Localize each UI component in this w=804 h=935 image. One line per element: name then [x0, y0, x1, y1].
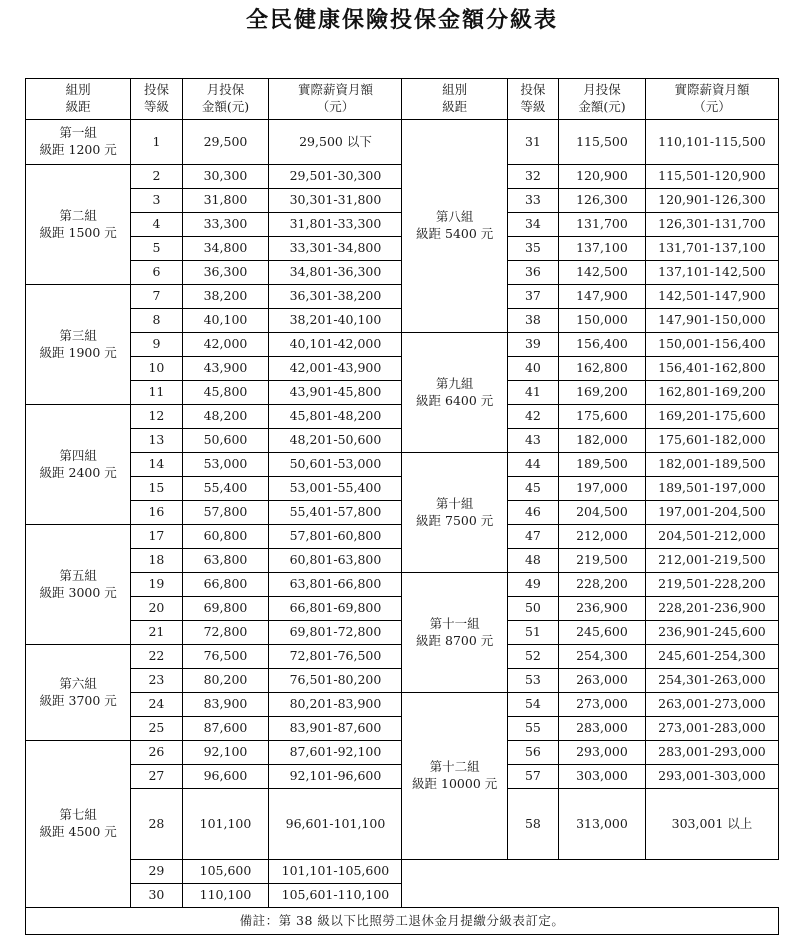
amount-cell-right: 126,300	[558, 189, 645, 213]
group-label-cell-right	[402, 573, 507, 693]
level-cell-right: 51	[507, 621, 558, 645]
salary-range-cell-left: 80,201-83,900	[269, 693, 402, 717]
salary-range-cell-right: 126,301-131,700	[645, 213, 778, 237]
amount-cell-left: 72,800	[182, 621, 269, 645]
amount-cell-left: 96,600	[182, 765, 269, 789]
level-cell-left: 17	[131, 525, 182, 549]
group-name: 第四組	[59, 447, 97, 463]
amount-cell-left: 48,200	[182, 405, 269, 429]
header-level-line1: 投保	[520, 82, 546, 98]
table-row	[26, 884, 779, 908]
group-step: 級距 1200 元	[39, 142, 117, 157]
level-cell-right: 32	[507, 165, 558, 189]
group-label-cell-left	[26, 645, 131, 741]
amount-cell-left: 63,800	[182, 549, 269, 573]
level-cell-right: 52	[507, 645, 558, 669]
level-cell-left: 5	[131, 237, 182, 261]
level-cell-left: 1	[131, 120, 182, 165]
level-cell-right: 43	[507, 429, 558, 453]
amount-cell-right: 150,000	[558, 309, 645, 333]
salary-range-cell-left: 53,001-55,400	[269, 477, 402, 501]
salary-range-cell-left: 50,601-53,000	[269, 453, 402, 477]
level-cell-right: 49	[507, 573, 558, 597]
table-note: 備註：第 38 級以下比照勞工退休金月提繳分級表訂定。	[26, 908, 779, 935]
salary-range-cell-right: 263,001-273,000	[645, 693, 778, 717]
amount-cell-right: 313,000	[558, 789, 645, 860]
salary-range-cell-left: 76,501-80,200	[269, 669, 402, 693]
salary-range-cell-right: 150,001-156,400	[645, 333, 778, 357]
level-cell-left: 7	[131, 285, 182, 309]
amount-cell-left: 80,200	[182, 669, 269, 693]
group-name: 第一組	[59, 125, 97, 141]
salary-range-cell-right: 283,001-293,000	[645, 741, 778, 765]
level-cell-right: 34	[507, 213, 558, 237]
group-label-cell-left	[26, 525, 131, 645]
empty-cell-right	[402, 860, 507, 884]
grading-table-container	[25, 78, 779, 935]
salary-range-cell-left: 87,601-92,100	[269, 741, 402, 765]
amount-cell-right: 162,800	[558, 357, 645, 381]
amount-cell-left: 69,800	[182, 597, 269, 621]
group-step: 級距 1900 元	[39, 344, 117, 360]
group-name: 第六組	[59, 675, 97, 691]
amount-cell-left: 53,000	[182, 453, 269, 477]
level-cell-left: 12	[131, 405, 182, 429]
salary-range-cell-left: 42,001-43,900	[269, 357, 402, 381]
level-cell-right: 42	[507, 405, 558, 429]
header-amount-line1: 月投保	[583, 82, 621, 98]
header-group-line1: 組別	[442, 82, 468, 98]
group-step: 級距 8700 元	[416, 632, 494, 648]
group-label-cell-right	[402, 333, 507, 453]
group-step: 級距 3700 元	[39, 692, 117, 708]
group-step: 級距 2400 元	[39, 464, 117, 480]
header-level-line2: 等級	[520, 99, 546, 114]
group-name: 第二組	[59, 207, 97, 223]
header-group-left	[26, 79, 131, 120]
header-salary-line1: 實際薪資月額	[297, 82, 373, 98]
level-cell-left: 9	[131, 333, 182, 357]
level-cell-right: 33	[507, 189, 558, 213]
salary-range-cell-left: 55,401-57,800	[269, 501, 402, 525]
amount-cell-right: 189,500	[558, 453, 645, 477]
amount-cell-left: 45,800	[182, 381, 269, 405]
level-cell-right: 45	[507, 477, 558, 501]
level-cell-right: 41	[507, 381, 558, 405]
header-level-right	[507, 79, 558, 120]
level-cell-right: 46	[507, 501, 558, 525]
header-salary-right	[645, 79, 778, 120]
level-cell-left: 20	[131, 597, 182, 621]
salary-range-cell-right: 293,001-303,000	[645, 765, 778, 789]
salary-range-cell-right: 197,001-204,500	[645, 501, 778, 525]
amount-cell-right: 156,400	[558, 333, 645, 357]
header-group-line2: 級距	[65, 99, 91, 114]
level-cell-left: 24	[131, 693, 182, 717]
level-cell-left: 4	[131, 213, 182, 237]
salary-range-cell-left: 36,301-38,200	[269, 285, 402, 309]
level-cell-left: 28	[131, 789, 182, 860]
empty-cell-right	[507, 884, 558, 908]
amount-cell-right: 303,000	[558, 765, 645, 789]
level-cell-right: 50	[507, 597, 558, 621]
amount-cell-right: 131,700	[558, 213, 645, 237]
salary-range-cell-right: 254,301-263,000	[645, 669, 778, 693]
level-cell-left: 13	[131, 429, 182, 453]
salary-range-cell-left: 96,601-101,100	[269, 789, 402, 860]
level-cell-right: 54	[507, 693, 558, 717]
header-salary-line2: （元）	[316, 99, 355, 114]
amount-cell-left: 87,600	[182, 717, 269, 741]
amount-cell-left: 36,300	[182, 261, 269, 285]
salary-range-cell-right: 169,201-175,600	[645, 405, 778, 429]
salary-range-cell-right: 219,501-228,200	[645, 573, 778, 597]
group-label-cell-right	[402, 453, 507, 573]
salary-range-cell-left: 48,201-50,600	[269, 429, 402, 453]
table-row	[26, 693, 779, 717]
level-cell-left: 15	[131, 477, 182, 501]
empty-cell-right	[558, 884, 645, 908]
group-name: 第十二組	[429, 759, 480, 775]
table-body	[26, 120, 779, 908]
amount-cell-right: 228,200	[558, 573, 645, 597]
level-cell-left: 19	[131, 573, 182, 597]
level-cell-left: 10	[131, 357, 182, 381]
header-amount-line2: 金額(元)	[578, 99, 626, 114]
salary-range-cell-left: 38,201-40,100	[269, 309, 402, 333]
salary-range-cell-right: 137,101-142,500	[645, 261, 778, 285]
amount-cell-left: 30,300	[182, 165, 269, 189]
amount-cell-right: 147,900	[558, 285, 645, 309]
salary-range-cell-left: 29,500 以下	[269, 120, 402, 165]
amount-cell-left: 38,200	[182, 285, 269, 309]
group-label-cell-right	[402, 120, 507, 333]
level-cell-right: 58	[507, 789, 558, 860]
level-cell-right: 35	[507, 237, 558, 261]
amount-cell-left: 105,600	[182, 860, 269, 884]
table-header	[26, 79, 779, 120]
group-step: 級距 1500 元	[39, 224, 117, 240]
group-label-cell-left	[26, 285, 131, 405]
level-cell-right: 37	[507, 285, 558, 309]
level-cell-right: 31	[507, 120, 558, 165]
level-cell-left: 30	[131, 884, 182, 908]
amount-cell-right: 283,000	[558, 717, 645, 741]
group-step: 級距 5400 元	[416, 226, 494, 241]
empty-cell-right	[402, 884, 507, 908]
amount-cell-left: 101,100	[182, 789, 269, 860]
amount-cell-left: 57,800	[182, 501, 269, 525]
level-cell-right: 56	[507, 741, 558, 765]
header-salary-line1: 實際薪資月額	[674, 82, 750, 98]
amount-cell-right: 245,600	[558, 621, 645, 645]
level-cell-right: 48	[507, 549, 558, 573]
salary-range-cell-right: 182,001-189,500	[645, 453, 778, 477]
salary-range-cell-left: 40,101-42,000	[269, 333, 402, 357]
empty-cell-right	[558, 860, 645, 884]
table-row	[26, 333, 779, 357]
insurance-grading-table	[25, 78, 779, 935]
amount-cell-left: 92,100	[182, 741, 269, 765]
salary-range-cell-left: 43,901-45,800	[269, 381, 402, 405]
level-cell-right: 38	[507, 309, 558, 333]
salary-range-cell-left: 69,801-72,800	[269, 621, 402, 645]
amount-cell-right: 273,000	[558, 693, 645, 717]
group-name: 第七組	[59, 807, 97, 823]
group-name: 第五組	[59, 567, 97, 583]
level-cell-right: 44	[507, 453, 558, 477]
amount-cell-right: 175,600	[558, 405, 645, 429]
level-cell-left: 11	[131, 381, 182, 405]
level-cell-right: 55	[507, 717, 558, 741]
table-row	[26, 860, 779, 884]
header-level-left	[131, 79, 182, 120]
amount-cell-left: 29,500	[182, 120, 269, 165]
amount-cell-right: 142,500	[558, 261, 645, 285]
amount-cell-right: 182,000	[558, 429, 645, 453]
salary-range-cell-right: 189,501-197,000	[645, 477, 778, 501]
level-cell-left: 27	[131, 765, 182, 789]
amount-cell-left: 43,900	[182, 357, 269, 381]
level-cell-left: 25	[131, 717, 182, 741]
level-cell-left: 18	[131, 549, 182, 573]
salary-range-cell-right: 245,601-254,300	[645, 645, 778, 669]
amount-cell-right: 236,900	[558, 597, 645, 621]
group-label-cell-left	[26, 165, 131, 285]
amount-cell-left: 31,800	[182, 189, 269, 213]
group-label-cell-right	[402, 693, 507, 860]
group-step: 級距 6400 元	[416, 392, 494, 408]
salary-range-cell-left: 92,101-96,600	[269, 765, 402, 789]
level-cell-left: 16	[131, 501, 182, 525]
header-level-line1: 投保	[143, 82, 169, 98]
salary-range-cell-right: 303,001 以上	[645, 789, 778, 860]
header-group-right	[402, 79, 507, 120]
amount-cell-left: 50,600	[182, 429, 269, 453]
level-cell-left: 2	[131, 165, 182, 189]
table-row	[26, 453, 779, 477]
amount-cell-left: 66,800	[182, 573, 269, 597]
level-cell-right: 53	[507, 669, 558, 693]
level-cell-left: 21	[131, 621, 182, 645]
salary-range-cell-left: 34,801-36,300	[269, 261, 402, 285]
header-amount-right	[558, 79, 645, 120]
salary-range-cell-right: 228,201-236,900	[645, 597, 778, 621]
amount-cell-right: 254,300	[558, 645, 645, 669]
amount-cell-left: 40,100	[182, 309, 269, 333]
amount-cell-left: 76,500	[182, 645, 269, 669]
table-footer	[26, 908, 779, 935]
amount-cell-left: 42,000	[182, 333, 269, 357]
amount-cell-right: 204,500	[558, 501, 645, 525]
group-step: 級距 4500 元	[39, 824, 117, 839]
group-name: 第八組	[435, 209, 474, 225]
salary-range-cell-right: 212,001-219,500	[645, 549, 778, 573]
header-salary-line2: （元）	[693, 99, 731, 114]
salary-range-cell-right: 120,901-126,300	[645, 189, 778, 213]
salary-range-cell-right: 175,601-182,000	[645, 429, 778, 453]
amount-cell-right: 115,500	[558, 120, 645, 165]
header-group-line1: 組別	[65, 82, 91, 98]
salary-range-cell-right: 162,801-169,200	[645, 381, 778, 405]
header-row	[26, 79, 779, 120]
salary-range-cell-left: 31,801-33,300	[269, 213, 402, 237]
level-cell-left: 29	[131, 860, 182, 884]
note-row	[26, 908, 779, 935]
level-cell-left: 22	[131, 645, 182, 669]
header-amount-left	[182, 79, 269, 120]
salary-range-cell-left: 33,301-34,800	[269, 237, 402, 261]
amount-cell-left: 83,900	[182, 693, 269, 717]
salary-range-cell-right: 236,901-245,600	[645, 621, 778, 645]
amount-cell-left: 110,100	[182, 884, 269, 908]
amount-cell-right: 219,500	[558, 549, 645, 573]
amount-cell-right: 212,000	[558, 525, 645, 549]
amount-cell-left: 33,300	[182, 213, 269, 237]
group-name: 第十一組	[429, 615, 480, 631]
header-group-line2: 級距	[442, 99, 468, 114]
group-label-cell-left	[26, 405, 131, 525]
salary-range-cell-right: 156,401-162,800	[645, 357, 778, 381]
group-name: 第九組	[435, 375, 474, 391]
level-cell-left: 23	[131, 669, 182, 693]
amount-cell-left: 60,800	[182, 525, 269, 549]
salary-range-cell-left: 72,801-76,500	[269, 645, 402, 669]
header-salary-left	[269, 79, 402, 120]
empty-cell-right	[645, 860, 778, 884]
amount-cell-right: 263,000	[558, 669, 645, 693]
group-name: 第十組	[435, 495, 474, 511]
amount-cell-right: 120,900	[558, 165, 645, 189]
level-cell-left: 14	[131, 453, 182, 477]
salary-range-cell-right: 115,501-120,900	[645, 165, 778, 189]
salary-range-cell-left: 63,801-66,800	[269, 573, 402, 597]
level-cell-right: 57	[507, 765, 558, 789]
level-cell-left: 8	[131, 309, 182, 333]
header-amount-line2: 金額(元)	[201, 99, 250, 114]
salary-range-cell-right: 110,101-115,500	[645, 120, 778, 165]
level-cell-right: 40	[507, 357, 558, 381]
amount-cell-right: 137,100	[558, 237, 645, 261]
salary-range-cell-left: 101,101-105,600	[269, 860, 402, 884]
level-cell-left: 3	[131, 189, 182, 213]
salary-range-cell-left: 66,801-69,800	[269, 597, 402, 621]
salary-range-cell-right: 204,501-212,000	[645, 525, 778, 549]
salary-range-cell-left: 29,501-30,300	[269, 165, 402, 189]
page-title: 全民健康保險投保金額分級表	[245, 7, 558, 33]
salary-range-cell-right: 131,701-137,100	[645, 237, 778, 261]
group-label-cell-left	[26, 120, 131, 165]
level-cell-left: 6	[131, 261, 182, 285]
salary-range-cell-left: 57,801-60,800	[269, 525, 402, 549]
header-amount-line1: 月投保	[206, 82, 245, 98]
amount-cell-left: 34,800	[182, 237, 269, 261]
header-level-line2: 等級	[143, 99, 169, 114]
salary-range-cell-left: 60,801-63,800	[269, 549, 402, 573]
group-step: 級距 10000 元	[412, 776, 498, 791]
salary-range-cell-left: 30,301-31,800	[269, 189, 402, 213]
table-row	[26, 120, 779, 165]
empty-cell-right	[507, 860, 558, 884]
table-row	[26, 573, 779, 597]
salary-range-cell-left: 83,901-87,600	[269, 717, 402, 741]
salary-range-cell-left: 45,801-48,200	[269, 405, 402, 429]
empty-cell-right	[645, 884, 778, 908]
amount-cell-left: 55,400	[182, 477, 269, 501]
salary-range-cell-left: 105,601-110,100	[269, 884, 402, 908]
group-step: 級距 7500 元	[416, 512, 494, 528]
salary-range-cell-right: 147,901-150,000	[645, 309, 778, 333]
level-cell-right: 36	[507, 261, 558, 285]
amount-cell-right: 293,000	[558, 741, 645, 765]
amount-cell-right: 169,200	[558, 381, 645, 405]
group-step: 級距 3000 元	[39, 584, 117, 600]
salary-range-cell-right: 142,501-147,900	[645, 285, 778, 309]
amount-cell-right: 197,000	[558, 477, 645, 501]
level-cell-left: 26	[131, 741, 182, 765]
level-cell-right: 39	[507, 333, 558, 357]
salary-range-cell-right: 273,001-283,000	[645, 717, 778, 741]
group-label-cell-left	[26, 741, 131, 908]
level-cell-right: 47	[507, 525, 558, 549]
group-name: 第三組	[59, 327, 97, 343]
